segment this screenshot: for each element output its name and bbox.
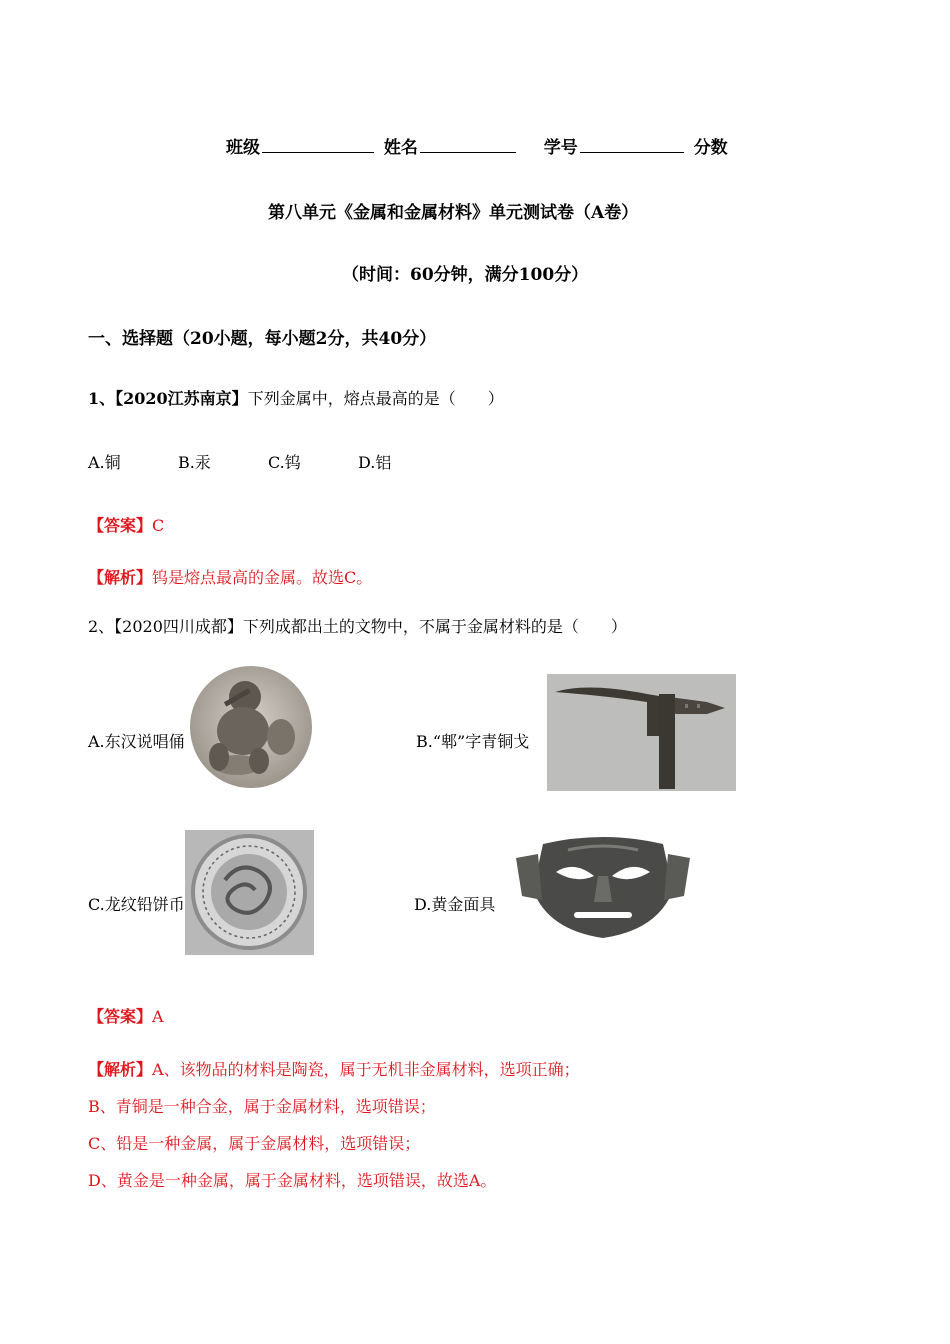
q1-option-a: A.铜	[88, 453, 121, 472]
q2-analysis-line-3: C、铅是一种金属，属于金属材料，选项错误；	[88, 1134, 421, 1153]
q1-option-c: C.钨	[268, 453, 301, 472]
q2-option-d: D.黄金面具	[414, 895, 496, 914]
gold-mask-image	[508, 830, 698, 942]
figurine-image	[189, 665, 313, 789]
q1-option-d: D.铝	[358, 453, 392, 472]
id-blank[interactable]	[580, 136, 684, 153]
q2-answer	[88, 1004, 164, 1027]
question-1-stem	[88, 386, 504, 409]
q2-analysis-line-4: D、黄金是一种金属，属于金属材料，选项错误，故选A。	[88, 1171, 497, 1190]
q2-option-a: A.东汉说唱俑	[88, 732, 185, 751]
q1-option-b: B.汞	[178, 453, 211, 472]
question-2-stem: 2、【2020四川成都】下列成都出土的文物中，不属于金属材料的是（ ）	[88, 617, 627, 636]
student-info-line	[226, 133, 728, 158]
q2-answer-label: 【答案】	[88, 1007, 153, 1026]
q1-options	[88, 450, 448, 473]
score-label: 分数	[693, 138, 728, 158]
q2-option-b: B.“郫”字青铜戈	[416, 732, 530, 751]
class-blank[interactable]	[262, 136, 374, 153]
name-label: 姓名	[383, 138, 418, 158]
q1-analysis	[88, 565, 372, 588]
page-title: 第八单元《金属和金属材料》单元测试卷（A卷）	[268, 203, 639, 223]
bronze-ge-image	[547, 674, 736, 791]
q1-number: 1、	[88, 389, 116, 408]
id-label: 学号	[543, 138, 578, 158]
q1-analysis-text: 钨是熔点最高的金属。故选C。	[152, 568, 373, 587]
q1-answer-label: 【答案】	[88, 516, 153, 535]
q1-analysis-label: 【解析】	[88, 568, 153, 587]
q2-answer-value: A	[152, 1007, 164, 1026]
q1-answer	[88, 513, 164, 536]
q2-analysis-line-1	[88, 1057, 580, 1080]
q2-analysis-line-2: B、青铜是一种合金，属于金属材料，选项错误；	[88, 1097, 436, 1116]
section-heading: 一、选择题（20小题，每小题2分，共40分）	[88, 329, 437, 349]
page-subtitle: （时间：60分钟，满分100分）	[342, 265, 589, 285]
q2-analysis-label: 【解析】	[88, 1060, 153, 1079]
q2-analysis-text-a: A、该物品的材料是陶瓷，属于无机非金属材料，选项正确；	[152, 1060, 580, 1079]
q1-source: 【2020江苏南京】	[115, 389, 248, 408]
q1-answer-value: C	[152, 516, 165, 535]
name-blank[interactable]	[420, 136, 516, 153]
class-label: 班级	[226, 138, 260, 158]
dragon-coin-image	[185, 830, 314, 955]
q1-text: 下列金属中，熔点最高的是（ ）	[247, 389, 504, 408]
q2-option-c: C.龙纹铅饼币	[88, 895, 185, 914]
